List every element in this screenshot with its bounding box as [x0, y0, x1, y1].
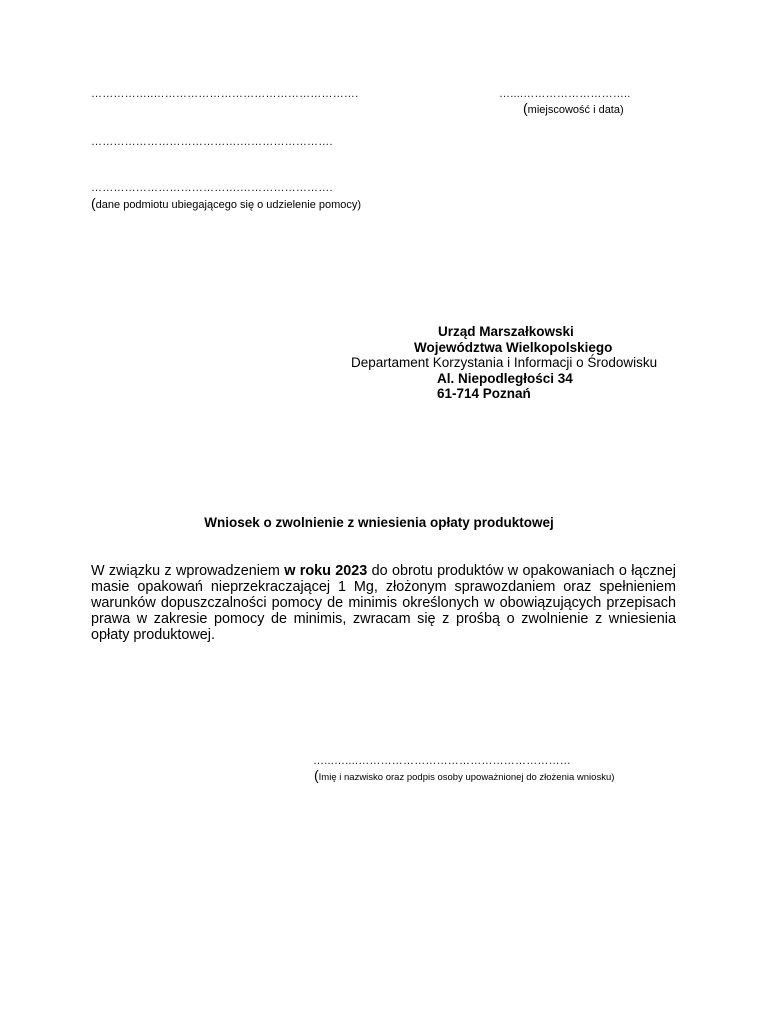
- sender-dotted-line-3: ………………………………….…………………….: [91, 182, 333, 194]
- recipient-address: [345, 324, 681, 402]
- sender-dotted-line-1: ……………..……………………………………………….: [91, 88, 359, 100]
- body-line-5: opłaty produktowej.: [91, 627, 215, 643]
- body-line-1: W związku z wprowadzeniem w roku 2023 do obrotu produktów w opakowaniach o łącznej: [91, 563, 676, 579]
- place-date-dotted-line: …....………………………..: [499, 88, 631, 100]
- body-paragraph: [91, 563, 676, 643]
- sender-caption: (dane podmiotu ubiegającego się o udzielenie pomocy): [91, 195, 362, 211]
- place-date-caption: (miejscowość i data): [523, 100, 624, 116]
- sender-dotted-line-2: ………………………………….…………………….: [91, 136, 333, 148]
- signature-dotted-line: …...…....…………………………………………………: [313, 755, 571, 767]
- body-line-4: prawa w zakresie pomocy de minimis, zwracam się z prośbą o zwolnienie z wniesienia: [91, 611, 676, 627]
- signature-caption: (Imię i nazwisko oraz podpis osoby upoważnionej do złożenia wniosku): [314, 767, 615, 783]
- recipient-line-4: Al. Niepodległości 34: [437, 370, 573, 386]
- recipient-line-2: Województwa Wielkopolskiego: [414, 339, 613, 355]
- body-line-2: masie opakowań nieprzekraczającej 1 Mg, złożonym sprawozdaniem oraz spełnieniem: [91, 579, 676, 595]
- recipient-line-5: 61-714 Poznań: [437, 386, 531, 401]
- document-title: Wniosek o zwolnienie z wniesienia opłaty produktowej: [204, 515, 554, 530]
- recipient-line-1: Urząd Marszałkowski: [438, 324, 574, 339]
- body-line-3: warunków dopuszczalności pomocy de minimis określonych w obowiązujących przepisach: [91, 595, 676, 611]
- recipient-line-3: Departament Korzystania i Informacji o Środowisku: [351, 355, 658, 370]
